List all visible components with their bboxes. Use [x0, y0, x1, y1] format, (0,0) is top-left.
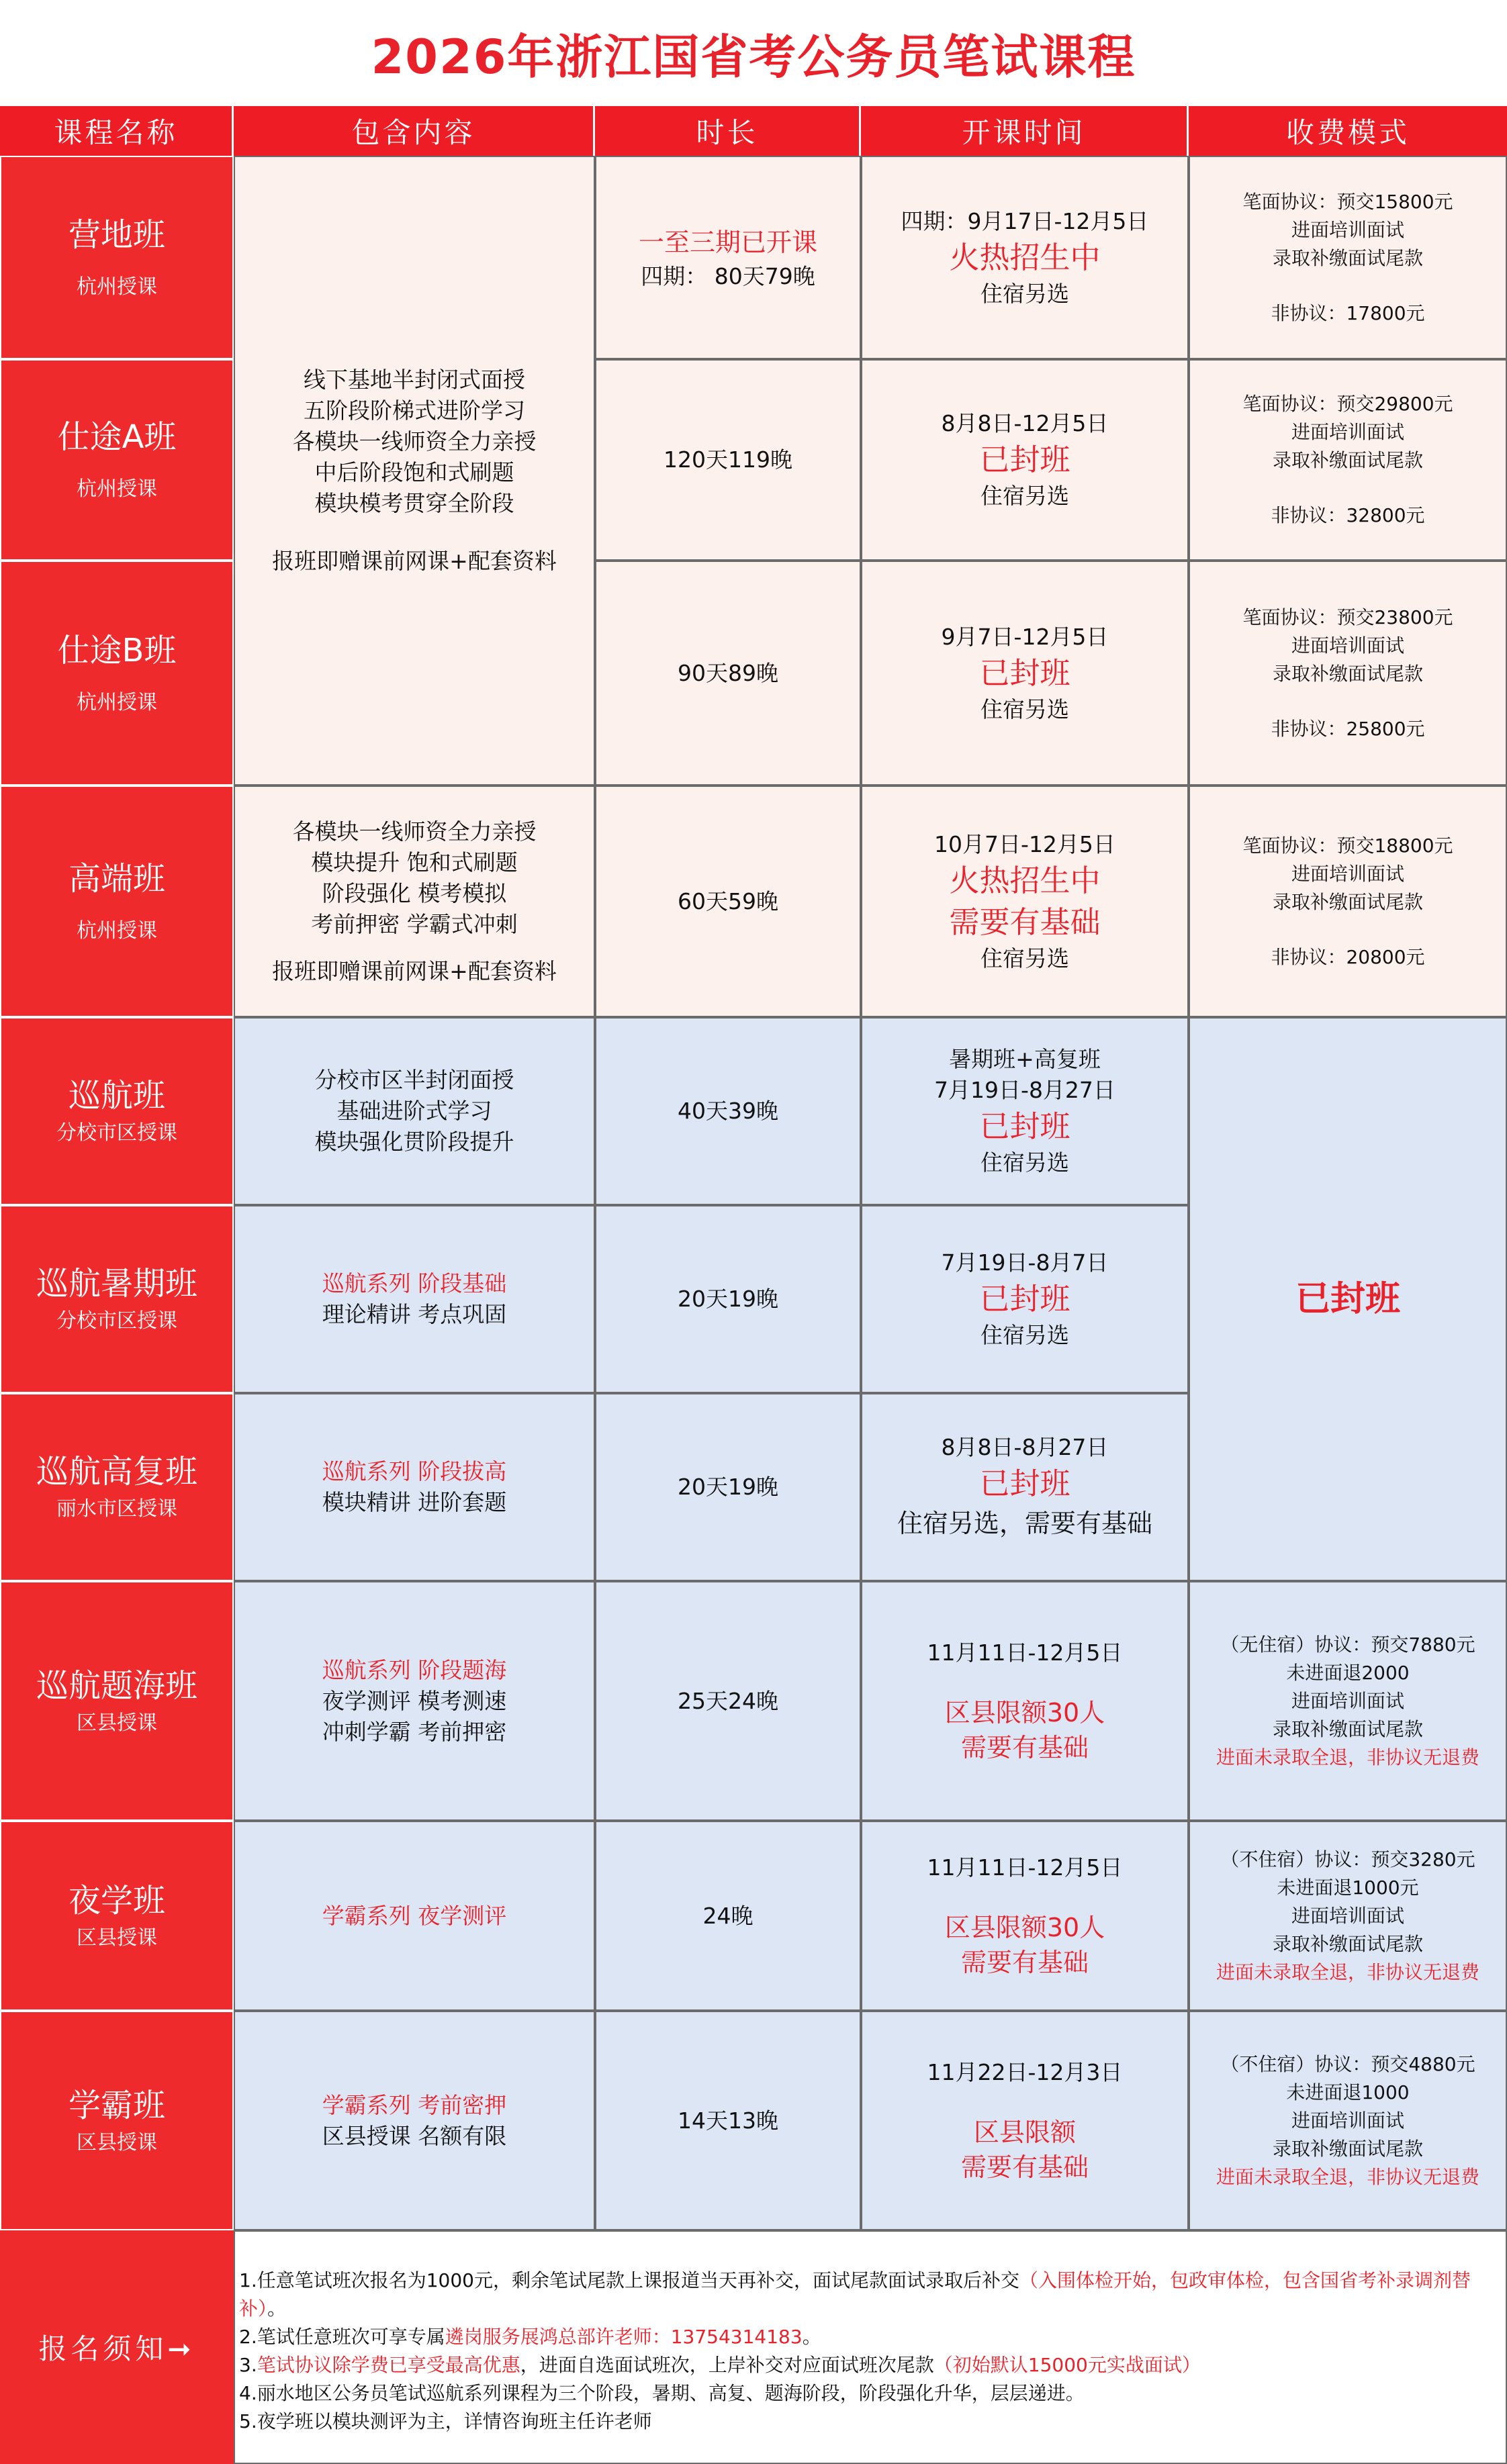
schedule-dates: 11月11日-12月5日 — [927, 1854, 1123, 1881]
duration-xueba — [595, 2011, 861, 2230]
fee-line: 进面培训面试 — [1291, 1904, 1404, 1927]
content-line: 基础进阶式学习 — [336, 1098, 492, 1124]
requirement-note: 需要有基础 — [960, 1947, 1089, 1977]
fee-line: 进面培训面试 — [1291, 862, 1404, 885]
fee-line: 非协议：17800元 — [1271, 301, 1425, 324]
note-text: 3. — [239, 2354, 257, 2376]
lodging-note: 住宿另选 — [980, 945, 1069, 972]
fee-line: 录取补缴面试尾款 — [1272, 246, 1423, 269]
course-title: 巡航班 — [68, 1077, 165, 1115]
content-line: 模块强化贯阶段提升 — [314, 1129, 514, 1155]
course-title: 巡航高复班 — [36, 1453, 197, 1490]
course-location: 区县授课 — [77, 2130, 157, 2154]
content-line: 学霸系列 夜学测评 — [322, 1902, 507, 1929]
duration-value: 20天19晚 — [678, 1286, 778, 1312]
schedule-dates: 四期：9月17日-12月5日 — [901, 207, 1149, 234]
fee-line: 录取补缴面试尾款 — [1272, 1717, 1423, 1740]
course-name-yingdi — [0, 156, 234, 359]
content-line: 各模块一线师资全力亲授 — [292, 818, 537, 845]
lodging-note: 住宿另选 — [980, 696, 1069, 722]
course-name-tihai — [0, 1581, 234, 1821]
fee-line: 笔面协议：预交23800元 — [1242, 606, 1453, 628]
course-title: 仕途B班 — [57, 631, 177, 669]
note-text: ，进面自选面试班次，上岸补交对应面试班次尾款 — [520, 2354, 934, 2376]
fee-line: 进面培训面试 — [1291, 421, 1404, 443]
fee-line: 录取补缴面试尾款 — [1272, 2137, 1423, 2160]
refund-policy: 进面未录取全退，非协议无退费 — [1216, 1960, 1479, 1983]
duration-tihai — [595, 1581, 861, 1821]
duration-value: 24晚 — [702, 1902, 753, 1929]
schedule-dates: 10月7日-12月5日 — [934, 831, 1115, 857]
content-line: 理论精讲 考点巩固 — [322, 1301, 507, 1327]
schedule-dates: 11月11日-12月5日 — [927, 1639, 1123, 1666]
duration-yingdi — [595, 156, 861, 359]
quota-note: 区县限额 — [973, 2117, 1076, 2147]
note-text: 。 — [802, 2326, 821, 2348]
lodging-note: 住宿另选 — [980, 280, 1069, 307]
schedule-shitu-a — [861, 359, 1189, 561]
duration-value: 60天59晚 — [678, 888, 778, 914]
registration-notes-label: 报名须知➞ — [0, 2230, 234, 2464]
course-title: 学霸班 — [68, 2086, 165, 2124]
course-location: 分校市区授课 — [56, 1309, 177, 1333]
content-xunhang-summer — [234, 1205, 595, 1393]
content-line: 线下基地半封闭式面授 — [304, 367, 525, 393]
content-line: 报班即赠课前网课+配套资料 — [272, 957, 557, 984]
duration-value: 120天119晚 — [664, 446, 792, 473]
refund-policy: 进面未录取全退，非协议无退费 — [1216, 1746, 1479, 1768]
duration-value: 四期： 80天79晚 — [641, 263, 815, 289]
lodging-note: 住宿另选，需要有基础 — [897, 1509, 1152, 1538]
course-name-xunhang-high — [0, 1393, 234, 1581]
fee-line: 录取补缴面试尾款 — [1272, 449, 1423, 471]
content-xunhang — [234, 1017, 595, 1205]
requirement-note: 需要有基础 — [960, 2152, 1089, 2182]
content-line: 模块精讲 进阶套题 — [322, 1489, 507, 1515]
course-title: 夜学班 — [68, 1881, 165, 1920]
fee-line: 笔面协议：预交29800元 — [1242, 393, 1453, 415]
fee-line: 进面培训面试 — [1291, 1689, 1404, 1712]
duration-shitu-b — [595, 561, 861, 786]
schedule-dates: 11月22日-12月3日 — [927, 2058, 1123, 2085]
note-highlight: （初始默认15000元实战面试） — [933, 2354, 1201, 2376]
enrollment-status: 火热招生中 — [949, 862, 1101, 898]
course-title: 巡航暑期班 — [36, 1265, 197, 1302]
duration-shitu-a — [595, 359, 861, 561]
schedule-yingdi — [861, 156, 1189, 359]
course-title: 营地班 — [68, 216, 165, 254]
duration-value: 20天19晚 — [678, 1474, 778, 1500]
content-line: 报班即赠课前网课+配套资料 — [272, 548, 557, 574]
content-xueba — [234, 2011, 595, 2230]
note-highlight: 笔试协议除学费已享受最高优惠 — [257, 2354, 520, 2376]
course-name-gaoduan — [0, 786, 234, 1017]
fee-status: 已封班 — [1295, 1279, 1400, 1319]
fee-line: 进面培训面试 — [1291, 634, 1404, 657]
course-location: 杭州授课 — [77, 477, 157, 501]
fee-line: 录取补缴面试尾款 — [1272, 890, 1423, 913]
fee-line: 笔面协议：预交18800元 — [1242, 834, 1453, 857]
content-line: 模块模考贯穿全阶段 — [314, 490, 514, 516]
note-5: 5.夜学班以模块测评为主，详情咨询班主任许老师 — [239, 2410, 652, 2432]
schedule-tihai — [861, 1581, 1189, 1821]
course-name-xunhang — [0, 1017, 234, 1205]
note-1 — [239, 2267, 1499, 2323]
note-3 — [239, 2351, 1499, 2379]
page-title: 2026年浙江国省考公务员笔试课程 — [371, 29, 1136, 85]
duration-value: 14天13晚 — [678, 2107, 778, 2134]
fee-line: 未进面退1000 — [1286, 2081, 1410, 2103]
header-duration: 时长 — [595, 106, 861, 156]
course-name-xunhang-summer — [0, 1205, 234, 1393]
schedule-dates: 7月19日-8月7日 — [941, 1249, 1109, 1276]
schedule-dates: 7月19日-8月27日 — [934, 1077, 1115, 1103]
course-title: 巡航题海班 — [36, 1666, 197, 1705]
course-location: 区县授课 — [77, 1926, 157, 1950]
duration-xunhang-high — [595, 1393, 861, 1581]
course-name-yexue — [0, 1821, 234, 2011]
course-location: 杭州授课 — [77, 690, 157, 714]
note-text: 2.笔试任意班次可享专属 — [239, 2326, 445, 2348]
header-start-time: 开课时间 — [861, 106, 1189, 156]
fee-line: 录取补缴面试尾款 — [1272, 662, 1423, 685]
content-line: 区县授课 名额有限 — [322, 2122, 507, 2149]
content-line: 巡航系列 阶段题海 — [322, 1656, 507, 1683]
fee-line: 进面培训面试 — [1291, 218, 1404, 241]
content-line: 夜学测评 模考测速 — [322, 1687, 507, 1714]
course-location: 区县授课 — [77, 1711, 157, 1735]
fee-line: 非协议：32800元 — [1271, 504, 1425, 526]
duration-xunhang-summer — [595, 1205, 861, 1393]
duration-gaoduan — [595, 786, 861, 1017]
fee-yingdi — [1189, 156, 1507, 359]
content-line: 考前押密 学霸式冲刺 — [311, 910, 518, 937]
requirement-note: 需要有基础 — [949, 904, 1101, 940]
fee-line: 未进面退1000元 — [1277, 1876, 1419, 1899]
fee-line: 进面培训面试 — [1291, 2109, 1404, 2132]
note-2 — [239, 2323, 1499, 2351]
content-line: 中后阶段饱和式刷题 — [314, 459, 514, 485]
course-name-xueba — [0, 2011, 234, 2230]
enrollment-status: 已封班 — [979, 1466, 1070, 1501]
content-gaoduan — [234, 786, 595, 1017]
quota-note: 区县限额30人 — [944, 1912, 1105, 1942]
fee-line: （不住宿）协议：预交3280元 — [1220, 1848, 1475, 1870]
header-content: 包含内容 — [234, 106, 595, 156]
fee-shitu-b — [1189, 561, 1507, 786]
schedule-shitu-b — [861, 561, 1189, 786]
fee-line: 笔面协议：预交15800元 — [1242, 190, 1453, 213]
schedule-dates: 8月8日-12月5日 — [941, 410, 1109, 436]
schedule-dates: 8月8日-8月27日 — [941, 1434, 1109, 1460]
duration-value: 40天39晚 — [678, 1098, 778, 1124]
note-text: 。 — [267, 2297, 287, 2320]
note-highlight: 遴岗服务展鸿总部许老师：13754314183 — [445, 2326, 803, 2348]
course-location: 丽水市区授课 — [56, 1497, 177, 1521]
content-line: 模块提升 饱和式刷题 — [311, 849, 518, 875]
schedule-yexue — [861, 1821, 1189, 2011]
content-xunhang-high — [234, 1393, 595, 1581]
quota-note: 区县限额30人 — [944, 1697, 1105, 1727]
course-name-shitu-b — [0, 561, 234, 786]
fee-xunhang-series — [1189, 1017, 1507, 1581]
enrollment-status: 已封班 — [979, 1108, 1070, 1144]
duration-note: 一至三期已开课 — [638, 227, 817, 257]
duration-yexue — [595, 1821, 861, 2011]
duration-value: 90天89晚 — [678, 659, 778, 686]
registration-notes — [234, 2230, 1507, 2464]
content-base-courses — [234, 156, 595, 786]
schedule-xueba — [861, 2011, 1189, 2230]
content-line: 分校市区半封闭面授 — [314, 1067, 514, 1093]
fee-shitu-a — [1189, 359, 1507, 561]
content-line: 冲刺学霸 考前押密 — [322, 1718, 507, 1745]
fee-line: （无住宿）协议：预交7880元 — [1220, 1633, 1475, 1656]
schedule-gaoduan — [861, 786, 1189, 1017]
course-title: 仕途A班 — [57, 418, 177, 456]
content-line: 巡航系列 阶段基础 — [322, 1270, 507, 1296]
schedule-dates: 9月7日-12月5日 — [941, 623, 1109, 650]
refund-policy: 进面未录取全退，非协议无退费 — [1216, 2165, 1479, 2188]
course-location: 杭州授课 — [77, 275, 157, 299]
enrollment-status: 火热招生中 — [949, 239, 1101, 275]
fee-xueba — [1189, 2011, 1507, 2230]
requirement-note: 需要有基础 — [960, 1732, 1089, 1762]
course-title: 高端班 — [68, 859, 165, 898]
fee-tihai — [1189, 1581, 1507, 1821]
header-course-name: 课程名称 — [0, 106, 234, 156]
content-yexue — [234, 1821, 595, 2011]
content-line: 五阶段阶梯式进阶学习 — [304, 397, 525, 424]
fee-yexue — [1189, 1821, 1507, 2011]
content-line: 学霸系列 考前密押 — [322, 2091, 507, 2118]
fee-line: 录取补缴面试尾款 — [1272, 1932, 1423, 1955]
content-line: 巡航系列 阶段拔高 — [322, 1458, 507, 1484]
note-4: 4.丽水地区公务员笔试巡航系列课程为三个阶段，暑期、高复、题海阶段，阶段强化升华，层层递进。 — [239, 2382, 1085, 2404]
duration-xunhang — [595, 1017, 861, 1205]
course-location: 分校市区授课 — [56, 1121, 177, 1145]
content-tihai — [234, 1581, 595, 1821]
fee-gaoduan — [1189, 786, 1507, 1017]
lodging-note: 住宿另选 — [980, 1322, 1069, 1348]
fee-line: 未进面退2000 — [1286, 1661, 1410, 1684]
schedule-xunhang — [861, 1017, 1189, 1205]
schedule-xunhang-high — [861, 1393, 1189, 1581]
fee-line: （不住宿）协议：预交4880元 — [1220, 2052, 1475, 2075]
fee-line: 非协议：25800元 — [1271, 717, 1425, 740]
content-line: 各模块一线师资全力亲授 — [292, 428, 537, 455]
enrollment-status: 已封班 — [979, 655, 1070, 691]
enrollment-status: 已封班 — [979, 1281, 1070, 1317]
course-name-shitu-a — [0, 359, 234, 561]
content-line: 阶段强化 模考模拟 — [322, 880, 507, 906]
fee-line: 非协议：20800元 — [1271, 945, 1425, 968]
lodging-note: 住宿另选 — [980, 483, 1069, 509]
note-highlight: （入围体检开始，包政审体检，包含国省考补录调剂替补） — [239, 2269, 1471, 2320]
note-text: 1.任意笔试班次报名为1000元，剩余笔试尾款上课报道当天再补交，面试尾款面试录取后补交 — [239, 2269, 1019, 2291]
course-location: 杭州授课 — [77, 918, 157, 943]
enrollment-status: 已封班 — [979, 442, 1070, 477]
schedule-type: 暑期班+高复班 — [949, 1046, 1101, 1072]
duration-value: 25天24晚 — [678, 1687, 778, 1714]
schedule-xunhang-summer — [861, 1205, 1189, 1393]
header-fee-mode: 收费模式 — [1189, 106, 1507, 156]
lodging-note: 住宿另选 — [980, 1149, 1069, 1176]
